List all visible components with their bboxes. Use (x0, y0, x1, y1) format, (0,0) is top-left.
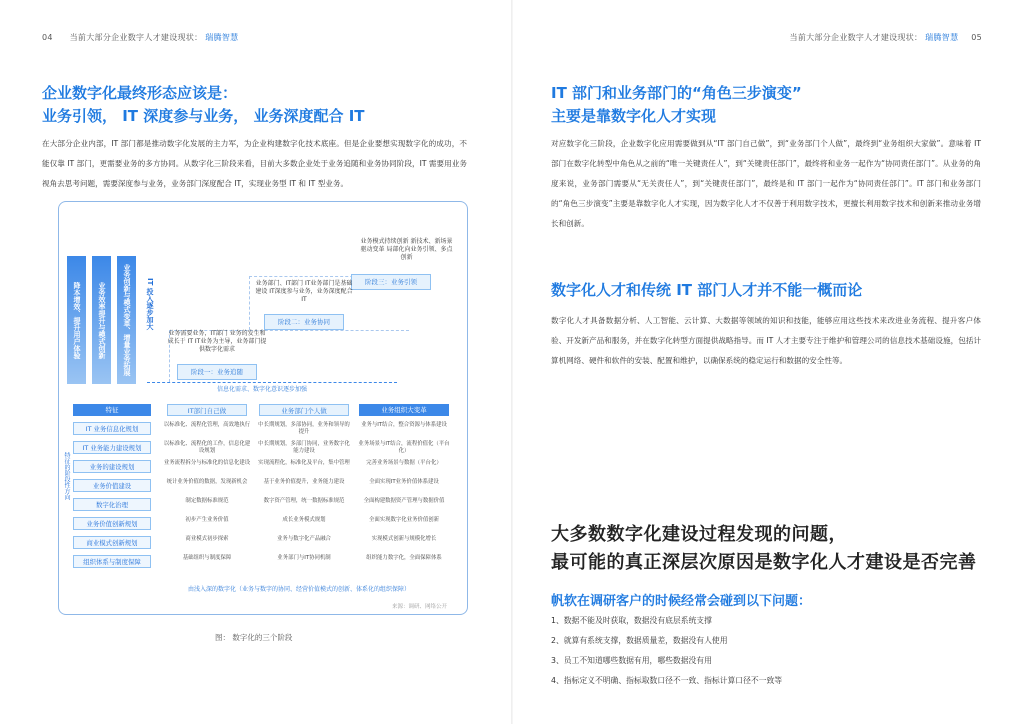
figure-cell: 制定数据标准规范 (185, 498, 229, 504)
figure-cell: 初步产生业务价值 (185, 517, 229, 523)
figure-cell: 数字资产管理，统一数据标准规范 (263, 498, 345, 504)
list-item: 3、员工不知道哪些数据有用，哪些数据没有用 (551, 656, 712, 665)
figure-col-it-self: IT部门自己做 (167, 404, 247, 416)
figure-col-feature: 特征 (73, 404, 151, 416)
stage-3-notes: 业务模式持续创新 新技术、新场景驱动变革 局部化向业务引领、多点创新 (360, 238, 453, 261)
figure-row-label: 组织体系与制度保障 (73, 555, 151, 568)
figure-col-org-transform: 业务组织大变革 (359, 404, 449, 416)
page-fold (511, 0, 513, 724)
figure-row-label: IT 业务能力建设规划 (73, 441, 151, 454)
left-paragraph: 在大部分企业内部，IT 部门都是推动数字化发展的主力军，为企业构建数字化技术底座。但是企业要想实现数字化的成功，不能仅靠 IT 部门，更需要业务的多方协同。从数字化三阶段来看，目前大多数企业处于业务追随和业务协同阶段，IT 需要用业务视角去思考问题，需要深度参与业务，业务部门深度配合 IT，实现业务型 IT 和 IT 型业务。 (42, 139, 467, 188)
figure-cell: 以标准化、流程化管理，高效地执行 (163, 422, 251, 428)
stage-2-box: 阶段二：业务协同 (264, 314, 344, 330)
figure-bottom-caption: 由浅入深的数字化（业务与数字的协同、经营价值模式的创新、体系化的组织保障） (187, 586, 410, 593)
figure-cell: 全面构建数据资产管理与数据价值 (363, 498, 445, 504)
figure-cell: 商业模式初步探索 (185, 536, 229, 542)
figure-cell: 组织能力数字化，全面保障体系 (366, 555, 442, 561)
stage-3-box: 阶段三：业务引领 (351, 274, 431, 290)
figure-it-investment-label: IT 投入逐步加大 (146, 278, 154, 330)
figure-cell: 业务部门与IT协同机制 (277, 555, 331, 561)
left-section-title (42, 82, 365, 128)
stage-1-notes: 业务需要业务，IT部门 业务的发生和成长于 IT IT业务为主导，业务部门提供数字化需求 (167, 330, 267, 353)
figure-baseline-caption: 信息化需求、数字化意识逐步加强 (216, 386, 307, 393)
left-page-header (42, 32, 238, 43)
left-page-number: 04 (42, 33, 53, 42)
stage-1-box: 阶段一：业务追随 (177, 364, 257, 380)
list-item: 4、指标定义不明确、指标取数口径不一致、指标计算口径不一致等 (551, 676, 783, 685)
figure-cell: 实现模式创新与规模化增长 (371, 536, 437, 542)
figure-cell: 业务与数字化产品融合 (277, 536, 331, 542)
three-stage-figure (58, 201, 468, 615)
right-section-title-1 (551, 82, 802, 128)
figure-row-label: 业务的建设规划 (73, 460, 151, 473)
conclusion-heading (551, 521, 977, 577)
figure-cell: 基于业务价值提升，业务能力建设 (263, 479, 345, 485)
figure-cell: 中长期规划，多部协同，业务和领导的提升 (258, 422, 350, 435)
right-section-title-2: 数字化人才和传统 IT 部门人才并不能一概而论 (551, 281, 863, 299)
figure-cell: 全面实现IT业务价值体系建设 (369, 479, 439, 485)
figure-cell: 全面实现数字化业务价值创新 (368, 517, 440, 523)
figure-baseline (147, 382, 397, 383)
right-header-highlight: 瑞腾智慧 (925, 33, 959, 42)
stage-2-notes: 业务部门、IT部门 IT业务部门是基础建设 IT深度参与业务，业务深度配合IT (255, 280, 353, 303)
list-item: 1、数据不能及时获取，数据没有底层系统支撑 (551, 616, 712, 625)
figure-col-business-individual: 业务部门个人做 (259, 404, 349, 416)
right-paragraph-1: 对应数字化三阶段，企业数字化应用需要做到从“IT 部门自己做”，到“业务部门个人做”，最终到“业务组织大家做”。意味着 IT 部门在数字化转型中角色从之前的“唯一关键责任人”，到“关键责任部门”，最终将和业务一起作为“协同责任部门”。从业务的角度来说，业务部门需要从“无关责任人”，到“关键责任部门”，最终是和 IT 部门一起作为“协同责任部门”。IT 部门和业务部门的“角色三步演变”主要是靠数字化人才实现，因为数字化人才不仅善于利用数字技术，更擅长利用数字技术和创新来推动业务增长和创新。 (551, 139, 981, 228)
figure-vbar-1: 降本增效、提升用户体验 (67, 256, 86, 384)
figure-cell: 以标准化、流程化的工作，信息化建设规划 (163, 441, 251, 454)
figure-cell: 完善业务场景与数据（平台化） (366, 460, 442, 466)
figure-vbar-3: 业务创新与模式变革、增量业务拓展 (117, 256, 136, 384)
figure-cell: 业务场景与IT结合，流程价值化（平台化） (358, 441, 450, 454)
conclusion-line-1: 大多数数字化建设过程发现的问题， (551, 524, 847, 545)
right-header-title: 当前大部分企业数字人才建设现状： (789, 33, 923, 42)
questions-list (551, 611, 782, 691)
figure-row-label: 商业模式创新规划 (73, 536, 151, 549)
figure-row-label: 业务价值建设 (73, 479, 151, 492)
figure-row-label: IT 业务信息化规划 (73, 422, 151, 435)
right-title1-line-1: IT 部门和业务部门的“角色三步演变” (551, 84, 802, 102)
left-header-highlight: 瑞腾智慧 (205, 33, 239, 42)
right-page-number: 05 (971, 33, 982, 42)
figure-cell: 业务流程拆分与标准化的信息化建设 (163, 460, 251, 466)
left-header-title: 当前大部分企业数字人才建设现状： (69, 33, 203, 42)
questions-subtitle: 帆软在调研客户的时候经常会碰到以下问题： (551, 594, 812, 609)
right-title1-line-2: 主要是靠数字化人才实现 (551, 107, 717, 125)
figure-cell: 基础组织与制度保障 (182, 555, 232, 561)
figure-row-label: 数字化治理 (73, 498, 151, 511)
left-title-line-1: 企业数字化最终形态应该是： (42, 84, 238, 102)
figure-cell: 成长业务模式规划 (282, 517, 326, 523)
figure-row-label: 业务价值创新规划 (73, 517, 151, 530)
list-item: 2、就算有系统支撑，数据质量差，数据没有人使用 (551, 636, 728, 645)
figure-vbar-2: 业务效率提升与模式创新 (92, 256, 111, 384)
figure-cell: 业务与IT结合，整合资源与体系建设 (361, 422, 447, 428)
figure-side-label: 特征的阶段性方向 (63, 452, 70, 500)
figure-cell: 实现流程化，标准化及平台，集中管理 (258, 460, 350, 466)
right-page-header (790, 32, 982, 43)
figure-caption: 图： 数字化的三个阶段 (215, 633, 293, 642)
figure-cell: 中长期规划，多部门协同，业务数字化能力建设 (258, 441, 350, 454)
figure-source: 来源：调研、网络公开 (391, 604, 447, 610)
right-paragraph-2: 数字化人才具备数据分析、人工智能、云计算、大数据等领域的知识和技能，能够应用这些技术来改进业务流程、提升客户体验、开发新产品和服务，并在数字化转型方面提供战略指导。而 IT 人才主要专注于维护和管理公司的信息技术基础设施，包括计算机网络、硬件和软件的安装、配置和维护，以确保系统的稳定运行和数据的安全性等。 (551, 316, 981, 365)
left-title-line-2: 业务引领， IT 深度参与业务， 业务深度配合 IT (42, 107, 365, 125)
conclusion-line-2: 最可能的真正深层次原因是数字化人才建设是否完善 (551, 552, 977, 573)
figure-cell: 统计业务价值的数据，发现新机会 (166, 479, 248, 485)
